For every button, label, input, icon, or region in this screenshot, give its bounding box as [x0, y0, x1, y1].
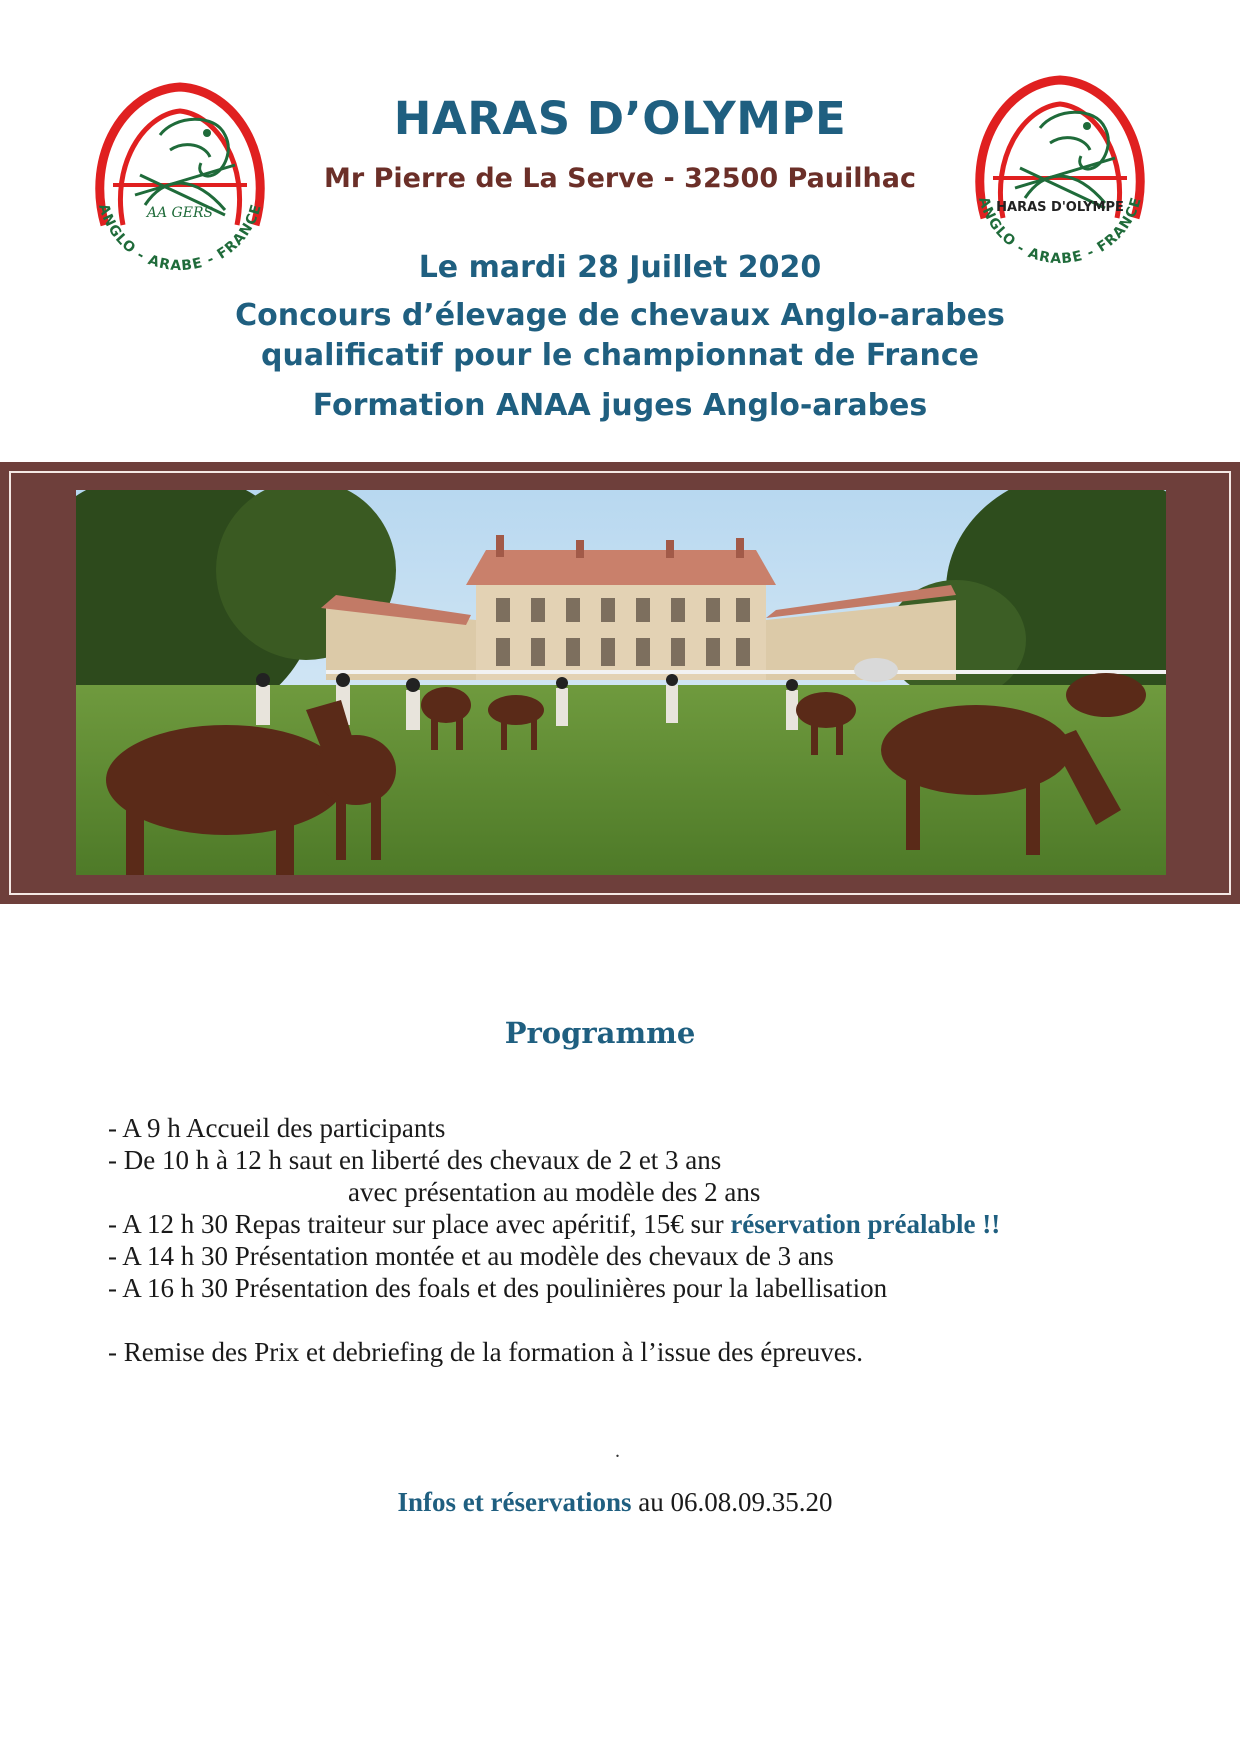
event-subtitle-2: qualificatif pour le championnat de France — [261, 338, 979, 373]
programme-list — [108, 1112, 1208, 1368]
logo-left-inner-text: AA GERS — [146, 205, 214, 221]
list-item-continuation: avec présentation au modèle des 2 ans — [348, 1177, 761, 1207]
programme-title: Programme — [504, 1016, 696, 1050]
page-title: HARAS D’OLYMPE — [393, 92, 847, 145]
list-item: - A 14 h 30 Présentation montée et au modèle des chevaux de 3 ans — [108, 1241, 834, 1271]
event-date: Le mardi 28 Juillet 2020 — [418, 250, 822, 285]
chateau-horses-photo — [76, 490, 1166, 875]
infos-phone: au 06.08.09.35.20 — [631, 1487, 833, 1517]
infos-label: Infos et réservations — [397, 1487, 632, 1517]
infos-line — [0, 1487, 1230, 1518]
list-item: - A 16 h 30 Présentation des foals et des poulinières pour la labellisation — [108, 1273, 888, 1303]
logo-left-ring-text: ANGLO - ARABE - FRANCE — [95, 202, 265, 275]
separator-dot: . — [615, 1440, 620, 1462]
address-line: Mr Pierre de La Serve - 32500 Pauilhac — [324, 163, 916, 194]
logo-right-ring-text: ANGLO - ARABE - FRANCE — [975, 195, 1145, 268]
list-item: - A 9 h Accueil des participants — [108, 1113, 446, 1143]
event-subtitle-1: Concours d’élevage de chevaux Anglo-arabes — [235, 298, 1005, 333]
reservation-highlight: réservation préalable !! — [730, 1209, 1001, 1239]
event-subtitle-3: Formation ANAA juges Anglo-arabes — [312, 388, 928, 423]
list-item-text: - A 12 h 30 Repas traiteur sur place avec apéritif, 15€ sur — [108, 1209, 731, 1239]
logo-right-inner-text: HARAS D'OLYMPE — [996, 200, 1124, 215]
list-item: - De 10 h à 12 h saut en liberté des chevaux de 2 et 3 ans — [108, 1145, 722, 1175]
list-item: - Remise des Prix et debriefing de la formation à l’issue des épreuves. — [108, 1337, 864, 1367]
list-item — [108, 1208, 1208, 1240]
